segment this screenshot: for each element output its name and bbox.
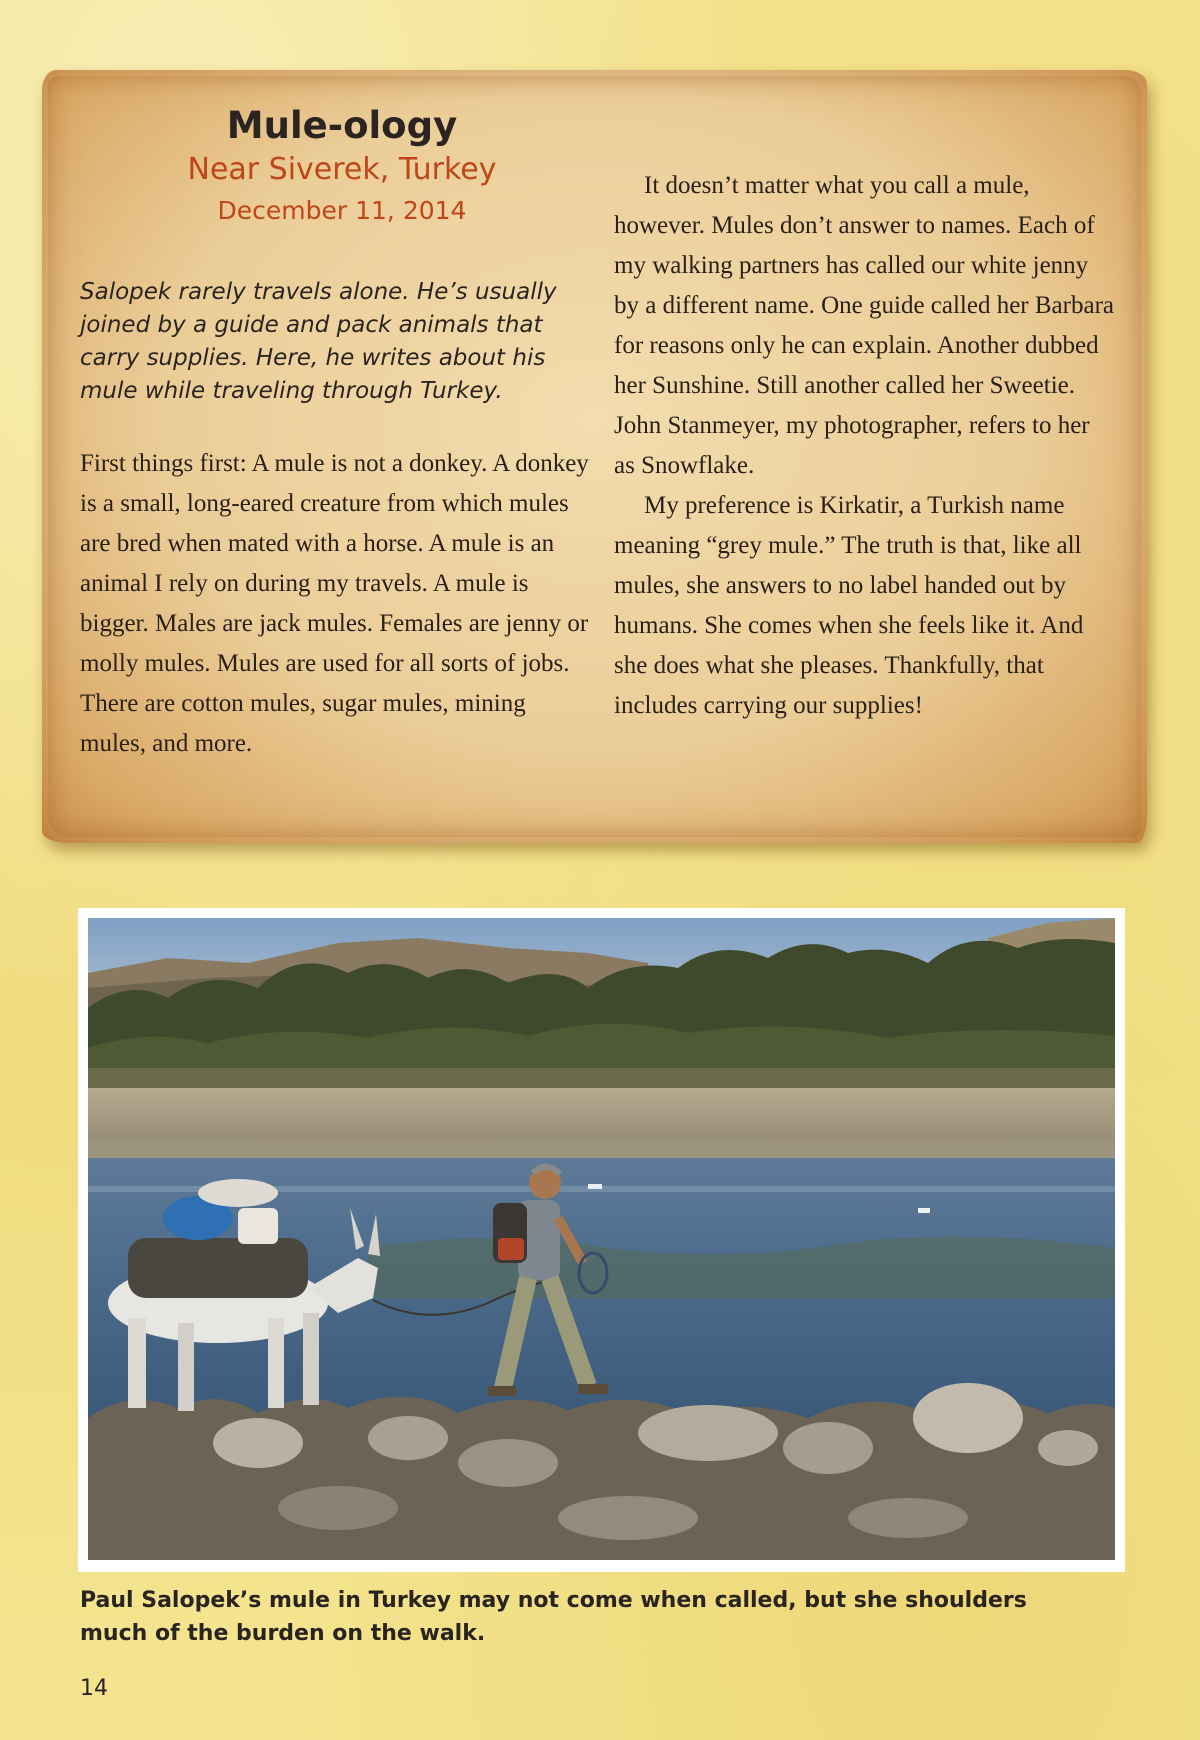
photo-illustration xyxy=(88,918,1115,1560)
journal-left-column xyxy=(80,444,590,764)
journal-intro: Salopek rarely travels alone. He’s usually joined by a guide and pack animals that carry supplies. Here, he writes about his mule while traveling through Turkey. xyxy=(80,279,557,404)
journal-paragraph: My preference is Kirkatir, a Turkish name meaning “grey mule.” The truth is that, like all mules, she answers to no label handed out by humans. She comes when she feels like it. And she does what she pleases. Thankfully, that includes carrying our supplies! xyxy=(614,492,1084,719)
journal-date: December 11, 2014 xyxy=(217,196,467,225)
journal-title: Mule-ology xyxy=(226,104,458,147)
photo-frame xyxy=(78,908,1125,1572)
page-number: 14 xyxy=(80,1676,108,1701)
journal-card xyxy=(42,70,1147,843)
journal-paragraph: It doesn’t matter what you call a mule, however. Mules don’t answer to names. Each of my walking partners has called our white jenny by a different name. One guide called her Barbara for reasons only he can explain. Another dubbed her Sunshine. Still another called her Sweetie. John Stanmeyer, my photographer, refers to her as Snowflake. xyxy=(614,172,1114,479)
river-crossing-photo xyxy=(88,918,1115,1560)
journal-paragraph: First things first: A mule is not a donkey. A donkey is a small, long-eared creature from which mules are bred when mated with a horse. A mule is an animal I rely on during my travels. A mule is bigger. Males are jack mules. Females are jenny or molly mules. Mules are used for all sorts of jobs. There are cotton mules, sugar mules, mining mules, and more. xyxy=(80,450,589,757)
journal-location: Near Siverek, Turkey xyxy=(187,152,497,187)
photo-caption: Paul Salopek’s mule in Turkey may not come when called, but she shoulders much of the burden on the walk. xyxy=(80,1588,1027,1646)
journal-right-column xyxy=(614,166,1114,726)
